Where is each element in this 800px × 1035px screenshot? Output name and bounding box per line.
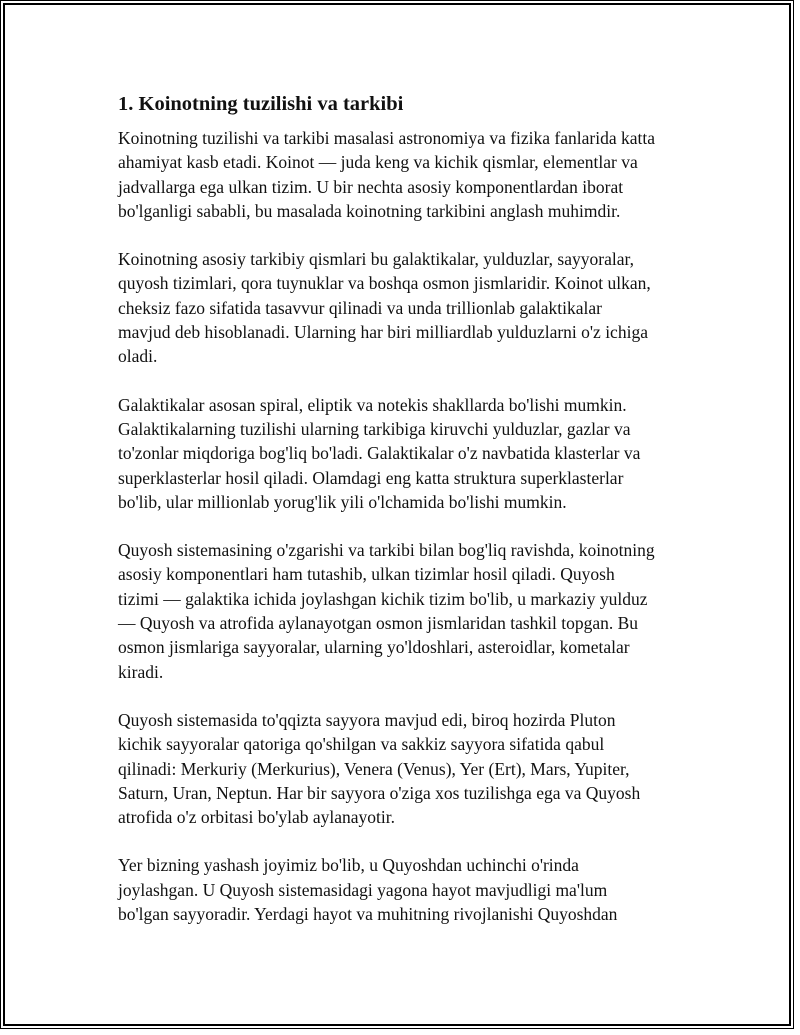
- text-line: Quyosh sistemasida to'qqizta sayyora mavjud edi, biroq hozirda Pluton: [118, 709, 616, 730]
- text-line: Yer bizning yashash joyimiz bo'lib, u Quyoshdan uchinchi o'rinda: [118, 855, 579, 876]
- text-line: superklasterlar hosil qiladi. Olamdagi eng katta struktura superklasterlar: [118, 467, 624, 488]
- text-line: Koinotning tuzilishi va tarkibi masalasi astronomiya va fizika fanlarida katta: [118, 128, 655, 148]
- text-line: to'zonlar miqdoriga bog'liq bo'ladi. Galaktikalar o'z navbatida klasterlar va: [118, 443, 641, 464]
- text-line: joylashgan. U Quyosh sistemasidagi yagona hayot mavjudligi ma'lum: [118, 879, 608, 900]
- text-line: qilinadi: Merkuriy (Merkurius), Venera (Venus), Yer (Ert), Mars, Yupiter,: [118, 758, 630, 779]
- text-line: Koinotning asosiy tarkibiy qismlari bu galaktikalar, yulduzlar, sayyoralar,: [118, 249, 634, 270]
- text-line: osmon jismlariga sayyoralar, ularning yo'ldoshlari, asteroidlar, kometalar: [118, 637, 630, 658]
- text-line: Galaktikalarning tuzilishi ularning tarkibiga kiruvchi yulduzlar, gazlar va: [118, 418, 631, 439]
- text-line: bo'lganligi sababli, bu masalada koinotning tarkibini anglash muhimdir.: [118, 200, 621, 221]
- text-line: oladi.: [118, 346, 158, 367]
- text-line: ahamiyat kasb etadi. Koinot — juda keng va kichik qismlar, elementlar va: [118, 152, 638, 173]
- paragraph-4: [118, 538, 698, 684]
- text-line: atrofida o'z orbitasi bo'ylab aylanayotir.: [118, 807, 395, 828]
- text-line: kiradi.: [118, 661, 164, 682]
- text-line: bo'lgan sayyoradir. Yerdagi hayot va muhitning rivojlanishi Quyoshdan: [118, 904, 618, 925]
- text-line: Saturn, Uran, Neptun. Har bir sayyora o'ziga xos tuzilishga ega va Quyosh: [118, 782, 641, 803]
- text-line: tizimi — galaktika ichida joylashgan kichik tizim bo'lib, u markaziy yulduz: [118, 588, 648, 609]
- paragraph-2: [118, 247, 698, 368]
- text-line: — Quyosh va atrofida aylanayotgan osmon jismlaridan tashkil topgan. Bu: [118, 613, 639, 634]
- text-line: jadvallarga ega ulkan tizim. U bir nechta asosiy komponentlardan iborat: [118, 176, 624, 197]
- paragraph-5: [118, 708, 698, 829]
- text-line: Quyosh sistemasining o'zgarishi va tarkibi bilan bog'liq ravishda, koinotning: [118, 540, 655, 561]
- section-title: 1. Koinotning tuzilishi va tarkibi: [118, 93, 404, 115]
- document-body: [118, 90, 698, 950]
- text-line: bo'lib, ular millionlab yorug'lik yili o'lchamida bo'lishi mumkin.: [118, 491, 567, 512]
- text-line: kichik sayyoralar qatoriga qo'shilgan va sakkiz sayyora sifatida qabul: [118, 734, 605, 755]
- text-line: mavjud deb hisoblanadi. Ularning har biri milliardlab yulduzlarni o'z ichiga: [118, 322, 648, 343]
- text-line: cheksiz fazo sifatida tasavvur qilinadi va unda trillionlab galaktikalar: [118, 297, 602, 318]
- text-line: asosiy komponentlari ham tutashib, ulkan tizimlar hosil qiladi. Quyosh: [118, 564, 615, 585]
- paragraph-6: [118, 853, 698, 926]
- text-line: Galaktikalar asosan spiral, eliptik va notekis shakllarda bo'lishi mumkin.: [118, 394, 627, 415]
- paragraph-1: [118, 126, 698, 223]
- text-line: quyosh tizimlari, qora tuynuklar va boshqa osmon jismlaridir. Koinot ulkan,: [118, 273, 651, 294]
- paragraph-3: [118, 393, 698, 514]
